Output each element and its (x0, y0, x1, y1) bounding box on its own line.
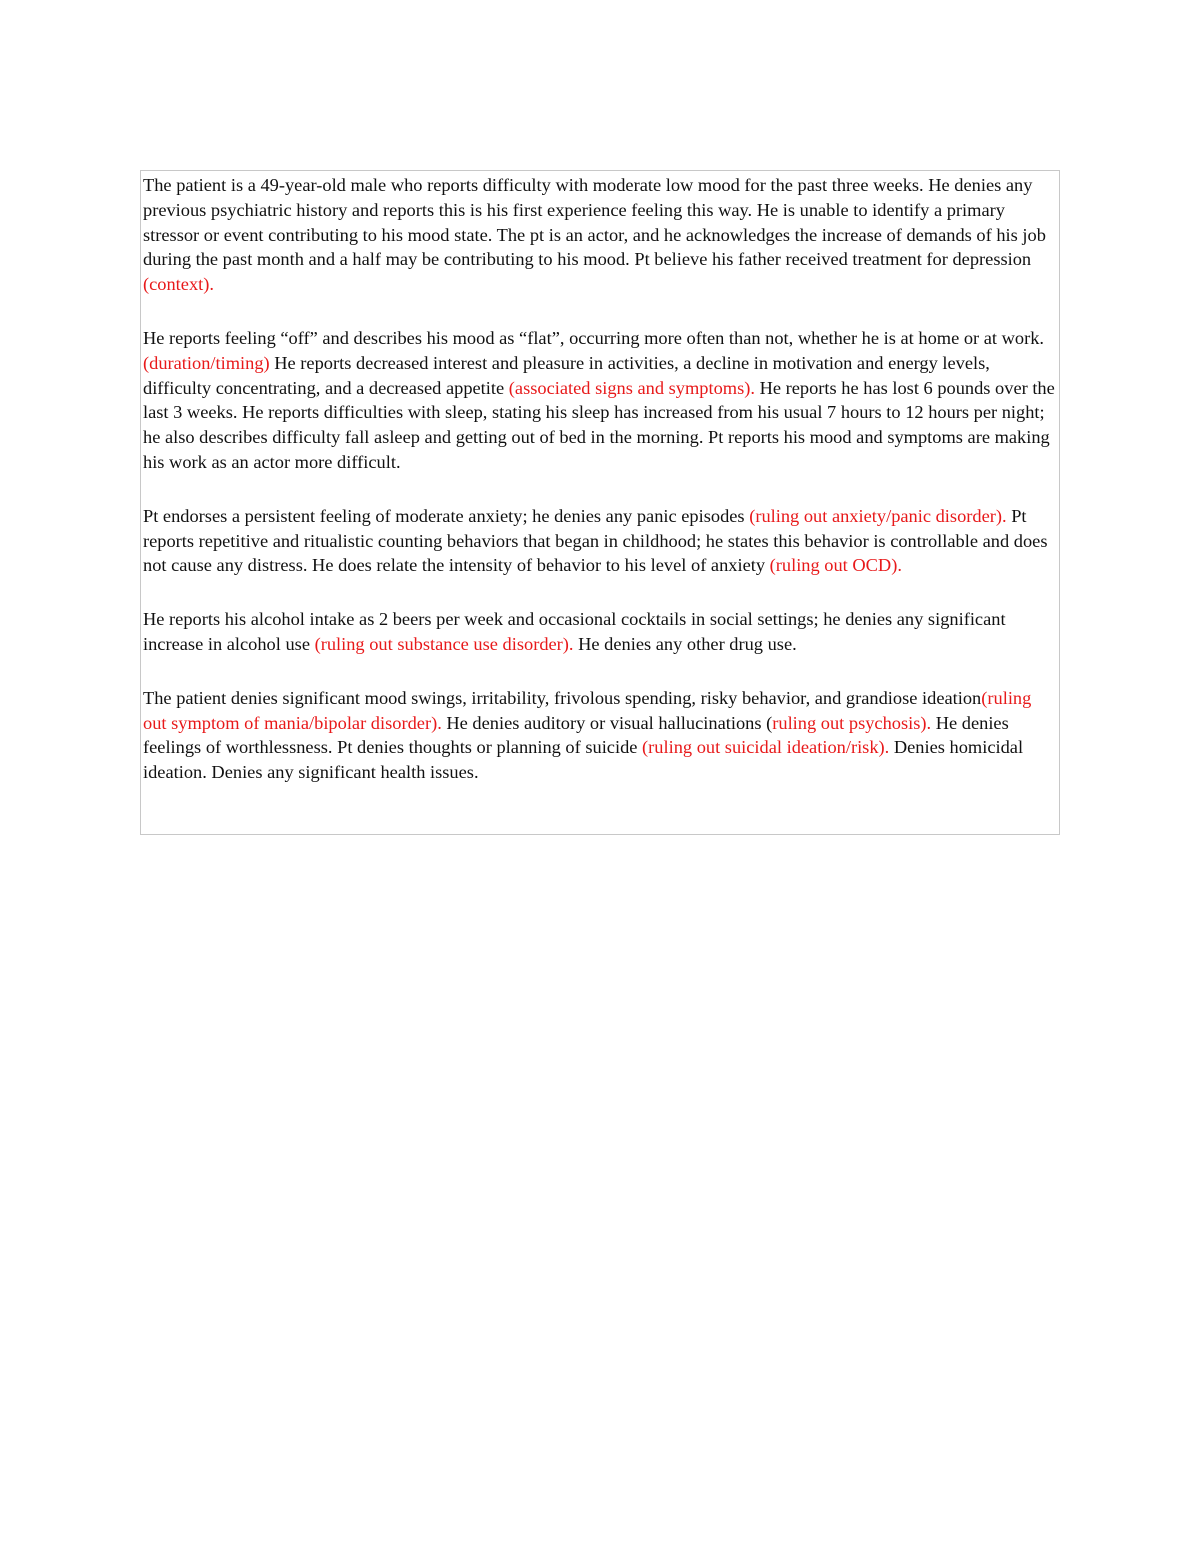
body-text: Denies homicidal ideation. Denies any significant health issues. (143, 737, 1024, 783)
annotation-associated-signs: (associated signs and symptoms). (508, 377, 755, 398)
body-text: The patient denies significant mood swings, irritability, frivolous spending, risky behavior, and grandiose ideation (143, 687, 982, 708)
annotation-mania-bipolar: (ruling out symptom of mania/bipolar disorder). (143, 687, 1032, 733)
paragraph-anxiety (143, 504, 1056, 578)
annotation-substance-use: (ruling out substance use disorder). (314, 633, 574, 654)
paragraph-rule-outs (143, 686, 1056, 785)
annotation-suicidal-risk: (ruling out suicidal ideation/risk). (642, 737, 890, 758)
annotation-anxiety-panic: (ruling out anxiety/panic disorder). (749, 505, 1007, 526)
document-text-box (140, 170, 1060, 835)
body-text: He denies any other drug use. (573, 633, 797, 654)
annotation-psychosis: ruling out psychosis). (772, 712, 932, 733)
annotation-context: (context). (143, 274, 214, 295)
body-text: Pt endorses a persistent feeling of moderate anxiety; he denies any panic episodes (143, 505, 750, 526)
body-text: He denies feelings of worthlessness. Pt denies thoughts or planning of suicide (143, 712, 1009, 758)
body-text: He reports his alcohol intake as 2 beers per week and occasional cocktails in social settings; he denies any significant increase in alcohol use (143, 609, 1006, 654)
paragraph-context (143, 173, 1056, 297)
annotation-ocd: (ruling out OCD). (769, 555, 902, 576)
paragraph-symptoms (143, 326, 1056, 475)
paragraph-substance-use (143, 607, 1056, 657)
body-text: The patient is a 49-year-old male who reports difficulty with moderate low mood for the past three weeks. He denies any previous psychiatric history and reports this is his first experience feeling this way. He is unable to identify a primary stressor or event contributing to his mood state. The pt is an actor, and he acknowledges the increase of demands of his job during the past month and a half may be contributing to his mood. Pt believe his father received treatment for depression (143, 175, 1046, 270)
body-text: He reports feeling “off” and describes his mood as “flat”, occurring more often than not, whether he is at home or at work. (143, 327, 1045, 348)
body-text: He reports decreased interest and pleasure in activities, a decline in motivation and energy levels, difficulty concentrating, and a decreased appetite (143, 352, 990, 398)
body-text: Pt reports repetitive and ritualistic counting behaviors that began in childhood; he states this behavior is controllable and does not cause any distress. He does relate the intensity of behavior to his level of anxiety (143, 505, 1048, 576)
annotation-duration-timing: (duration/timing) (143, 352, 270, 373)
body-text: He denies auditory or visual hallucinations ( (441, 712, 773, 733)
body-text: He reports he has lost 6 pounds over the last 3 weeks. He reports difficulties with sleep, stating his sleep has increased from his usual 7 hours to 12 hours per night; he also describes difficulty fall asleep and getting out of bed in the morning. Pt reports his mood and symptoms are making his work as an actor more difficult. (143, 377, 1055, 472)
